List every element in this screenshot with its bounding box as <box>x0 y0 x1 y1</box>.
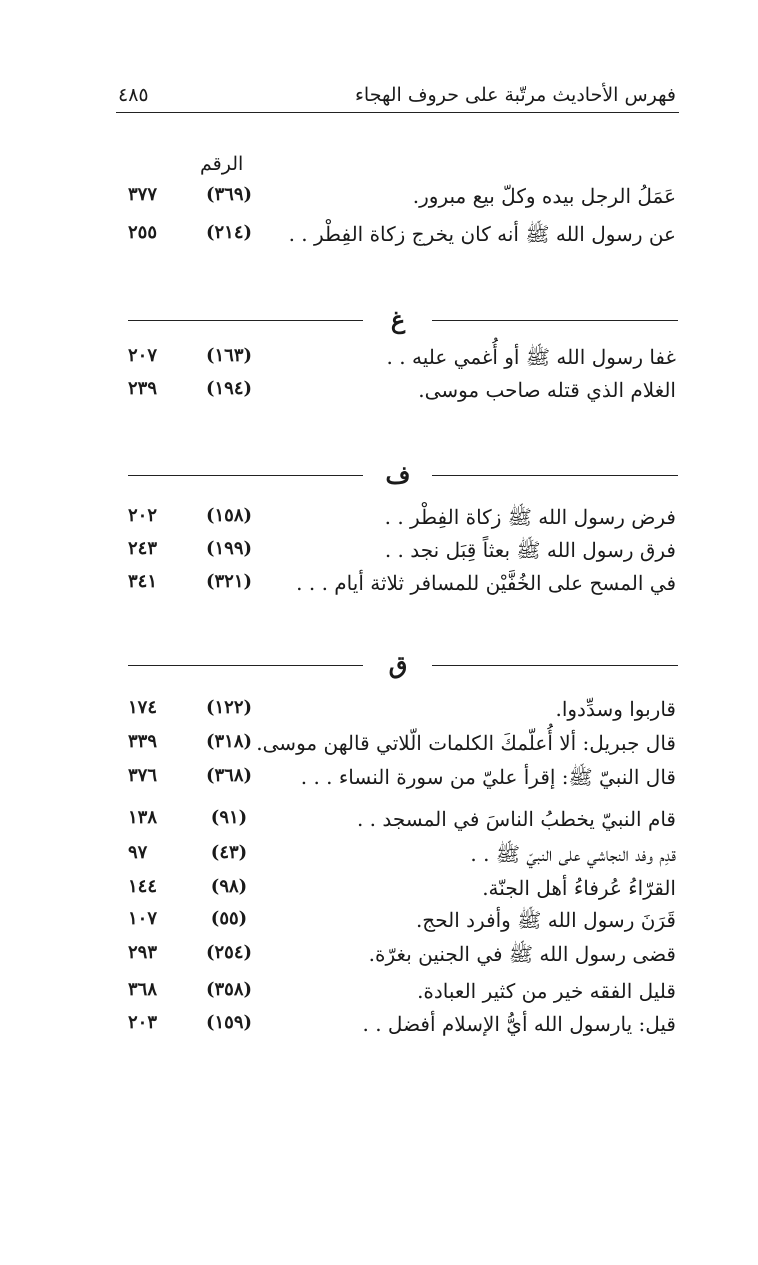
entry-page: ١٣٨ <box>128 807 158 828</box>
entry-page: ٣٧٦ <box>128 765 158 786</box>
index-entry <box>0 222 758 256</box>
entry-page: ٣٣٩ <box>128 731 158 752</box>
entry-text: في المسح على الخُفَّيْن للمسافر ثلاثة أيام . . . <box>296 571 676 595</box>
entry-page: ٣٦٨ <box>128 979 158 1000</box>
entry-text: قضى رسول الله ﷺ في الجنين بغرّة. <box>368 942 676 966</box>
entry-text: الغلام الذي قتله صاحب موسى. <box>418 378 676 402</box>
entry-text: فرق رسول الله ﷺ بعثاً قِبَل نجد . . <box>384 538 676 562</box>
entry-page: ٢٩٣ <box>128 942 158 963</box>
section-divider <box>0 460 758 490</box>
index-entry <box>0 942 758 976</box>
entry-text: عَمَلُ الرجل بيده وكلّ بيع مبرور. <box>412 184 676 208</box>
index-entry <box>0 1012 758 1046</box>
entry-text: قاربوا وسدِّدوا. <box>555 697 676 721</box>
entry-number: (١٥٩) <box>205 1012 253 1033</box>
header-rule <box>116 112 679 113</box>
entry-number: (١٢٢) <box>205 697 253 718</box>
entry-number: (٤٣) <box>210 842 248 863</box>
entry-number: (١٦٣) <box>205 345 253 366</box>
entry-text: القرّاءُ عُرفاءُ أهل الجنّة. <box>482 876 676 900</box>
index-entry <box>0 807 758 841</box>
section-divider <box>0 305 758 335</box>
index-entry <box>0 571 758 605</box>
index-entry <box>0 842 758 876</box>
entry-text: قال جبريل: ألا أُعلّمكَ الكلمات الّلاتي قالهن موسى. <box>256 731 676 755</box>
entry-number: (١٥٨) <box>205 505 253 526</box>
index-entry <box>0 538 758 572</box>
divider-rule <box>432 320 678 321</box>
entry-number: (٩٨) <box>210 876 248 897</box>
index-entry <box>0 908 758 942</box>
divider-rule <box>128 665 363 666</box>
divider-rule <box>128 320 363 321</box>
index-entry <box>0 505 758 539</box>
entry-number: (٣١٨) <box>205 731 253 752</box>
section-letter: غ <box>390 305 406 334</box>
section-letter: ف <box>385 460 411 489</box>
index-entry <box>0 765 758 799</box>
entry-page: ٣٤١ <box>128 571 158 592</box>
entry-page: ٩٧ <box>128 842 148 863</box>
entry-page: ٢٠٢ <box>128 505 158 526</box>
entry-number: (٣٥٨) <box>205 979 253 1000</box>
divider-rule <box>128 475 363 476</box>
index-entry <box>0 876 758 910</box>
divider-rule <box>432 665 678 666</box>
entry-page: ٢٠٧ <box>128 345 158 366</box>
entry-page: ٢٠٣ <box>128 1012 158 1033</box>
entry-number: (٢١٤) <box>205 222 253 243</box>
entry-text: قام النبيّ يخطبُ الناسَ في المسجد . . <box>356 807 676 831</box>
index-entry <box>0 697 758 731</box>
entry-page: ٢٥٥ <box>128 222 158 243</box>
entry-text: عن رسول الله ﷺ أنه كان يخرج زكاة الفِطْر . . <box>288 222 676 246</box>
section-divider <box>0 650 758 680</box>
entry-number: (٥٥) <box>210 908 248 929</box>
entry-text: فرض رسول الله ﷺ زكاة الفِطْر . . <box>384 505 676 529</box>
entry-text: غفا رسول الله ﷺ أو أُغمي عليه . . <box>386 345 676 369</box>
entry-text: قيل: يارسول الله أيُّ الإسلام أفضل . . <box>362 1012 676 1036</box>
entry-number: (١٩٤) <box>205 378 253 399</box>
index-entry <box>0 345 758 379</box>
entry-number: (٩١) <box>210 807 248 828</box>
entry-page: ٢٣٩ <box>128 378 158 399</box>
entry-page: ٣٧٧ <box>128 184 158 205</box>
entry-text: قليل الفقه خير من كثير العبادة. <box>417 979 676 1003</box>
entry-page: ٢٤٣ <box>128 538 158 559</box>
entry-number: (٢٥٤) <box>205 942 253 963</box>
index-entry <box>0 979 758 1013</box>
entry-page: ١٤٤ <box>128 876 158 897</box>
entry-page: ١٠٧ <box>128 908 158 929</box>
entry-text: قَرَنَ رسول الله ﷺ وأفرد الحج. <box>415 908 676 932</box>
index-entry <box>0 731 758 765</box>
entry-page: ١٧٤ <box>128 697 158 718</box>
index-entry <box>0 184 758 218</box>
entry-number: (٣٦٨) <box>205 765 253 786</box>
entry-number: (١٩٩) <box>205 538 253 559</box>
entry-number: (٣٢١) <box>205 571 253 592</box>
page-number: ٤٨٥ <box>118 84 149 106</box>
entry-text: قدِم وفد النجاشي على النبيّ ﷺ . . <box>470 842 676 866</box>
column-header-number: الرقم <box>200 153 244 175</box>
entry-text: قال النبيّ ﷺ: إقرأ عليّ من سورة النساء . . . <box>300 765 676 789</box>
index-entry <box>0 378 758 412</box>
divider-rule <box>432 475 678 476</box>
section-letter: ق <box>388 650 408 679</box>
entry-number: (٣٦٩) <box>205 184 253 205</box>
running-header-title: فهرس الأحاديث مرتّبة على حروف الهجاء <box>354 84 676 106</box>
